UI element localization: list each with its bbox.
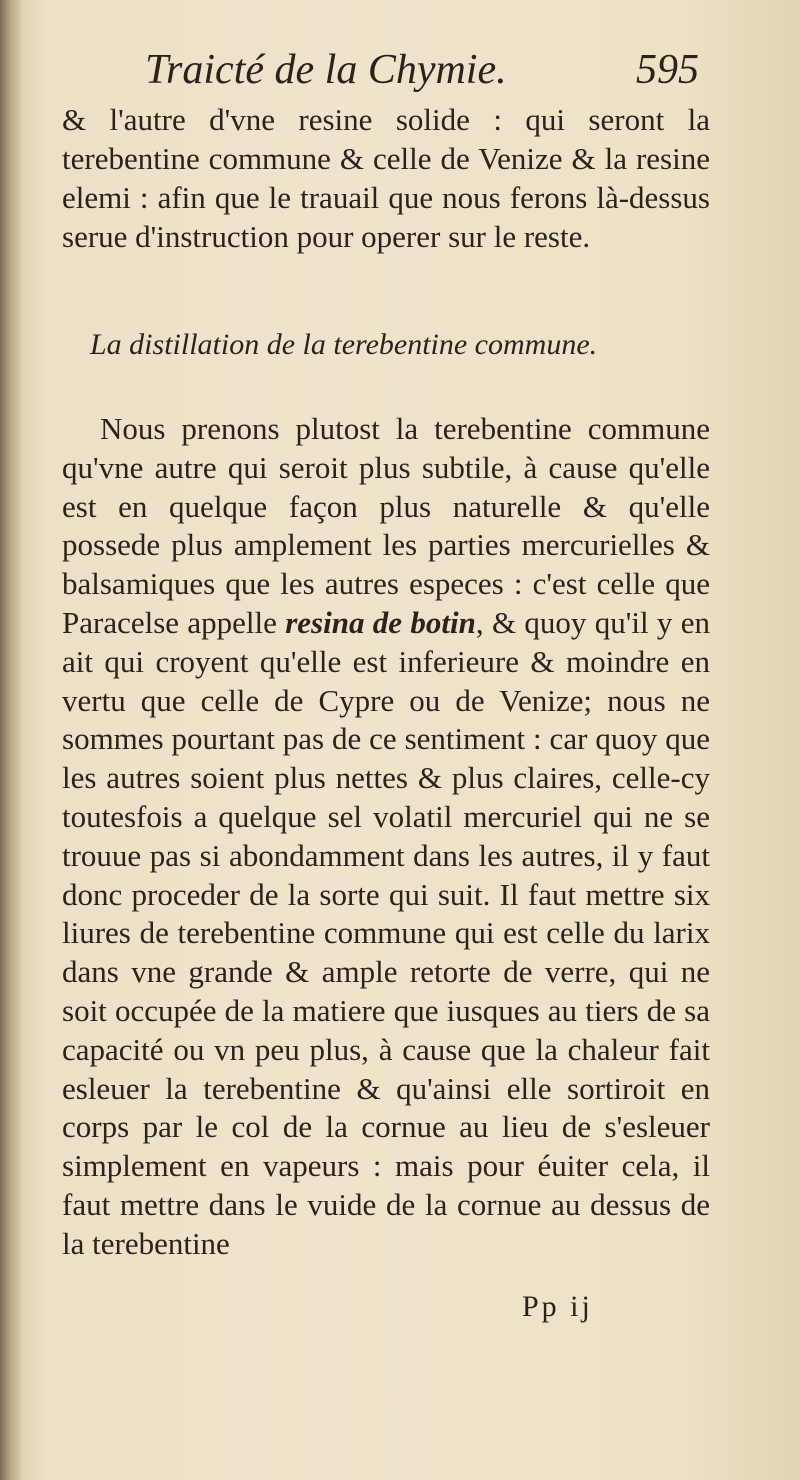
body-paragraph — [62, 410, 710, 1264]
body-text-part2: , & quoy qu'il y en ait qui croyent qu'elle est inferieure & moindre en vertu que celle de Cypre ou de Venize; nous ne sommes pourtant pas de ce sentiment : car quoy que les autres soient plus nettes & plus claires, celle-cy toutesfois a quelque sel volatil mercuriel qui ne se trouue pas si abondamment dans les autres, il y faut donc proceder de la sorte qui suit. Il faut mettre six liures de terebentine commune qui est celle du larix dans vne grande & ample retorte de verre, qui ne soit occupée de la matiere que iusques au tiers de sa capacité ou vn peu plus, à cause que la chaleur fait esleuer la terebentine & qu'ainsi elle sortiroit en corps par le col de la cornue au lieu de s'esleuer simplement en vapeurs : mais pour éuiter cela, il faut mettre dans le vuide de la cornue au dessus de la terebentine — [62, 604, 711, 1261]
signature-mark: Pp ij — [522, 1290, 593, 1323]
page-number: 595 — [636, 47, 699, 93]
continued-paragraph — [62, 100, 710, 256]
binding-gutter — [0, 0, 22, 1480]
page-header — [0, 40, 800, 100]
paragraph-text: & l'autre d'vne resine solide : qui seront la terebentine commune & celle de Venize & la resine elemi : afin que le trauail que nous ferons là-dessus serue d'instruction pour operer sur le reste. — [62, 102, 710, 254]
body-text-part1: Nous prenons plutost la terebentine commune qu'vne autre qui seroit plus subtile, à cause qu'elle est en quelque façon plus naturelle & qu'elle possede plus amplement les parties mercurielles & balsamiques que les autres especes : c'est celle que Paracelse appelle — [62, 411, 710, 640]
section-heading: La distillation de la terebentine commune. — [90, 328, 598, 361]
latin-term: resina de botin — [285, 604, 476, 640]
paragraph-text — [62, 410, 710, 1264]
running-title: Traicté de la Chymie. — [145, 47, 507, 93]
